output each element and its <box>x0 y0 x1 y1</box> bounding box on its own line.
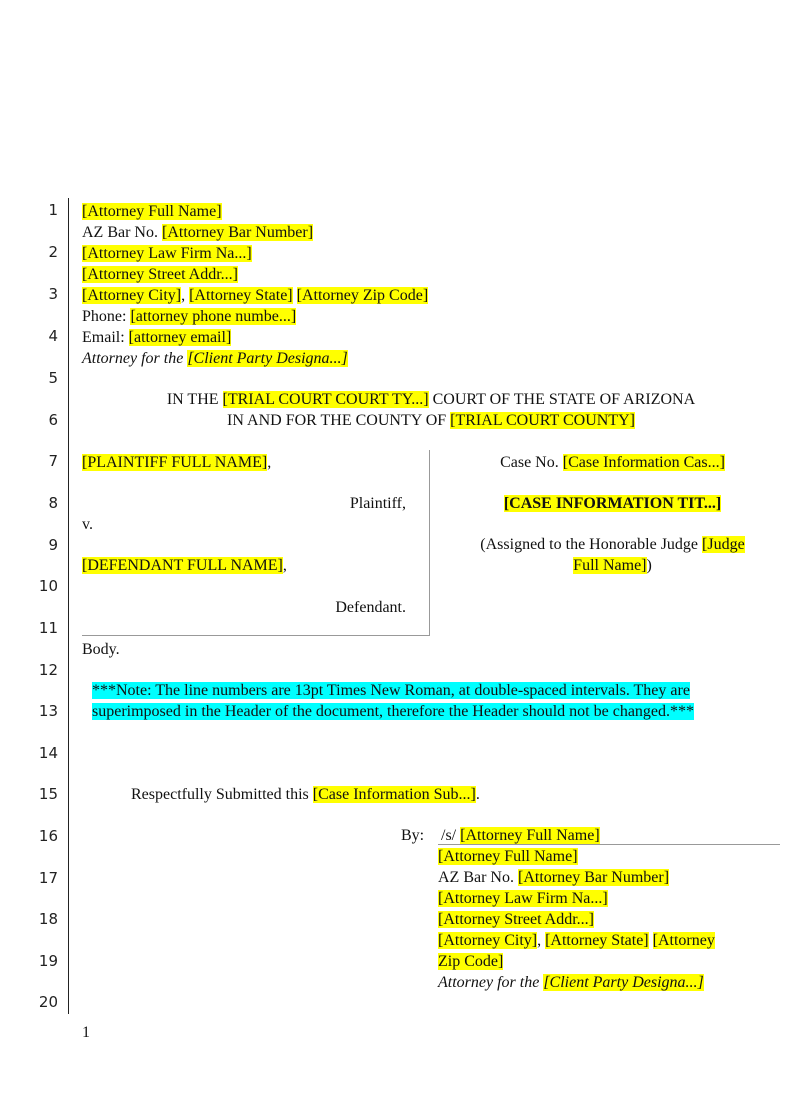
line-number: 4 <box>48 327 58 345</box>
plaintiff-name-field[interactable]: [PLAINTIFF FULL NAME] <box>82 454 268 471</box>
line-number: 18 <box>38 910 58 928</box>
email-prefix: Email: <box>82 329 129 346</box>
sig-firm-field[interactable]: [Attorney Law Firm Na...] <box>438 890 608 907</box>
attorney-street-field[interactable]: [Attorney Street Addr...] <box>82 266 238 283</box>
sig-attorney-name-field[interactable]: [Attorney Full Name] <box>438 848 578 865</box>
signature-rule <box>438 844 780 845</box>
attorney-phone-line <box>82 306 296 327</box>
case-title-field[interactable]: [CASE INFORMATION TIT...] <box>503 495 722 512</box>
sig-zip-line <box>438 951 503 972</box>
attorney-for-prefix: Attorney for the <box>82 350 188 367</box>
line-number: 10 <box>38 577 58 595</box>
comma: , <box>282 557 287 574</box>
attorney-city-line <box>82 285 428 306</box>
signature-name-field[interactable]: [Attorney Full Name] <box>460 827 600 844</box>
attorney-zip-field[interactable]: [Attorney Zip Code] <box>296 287 429 304</box>
attorney-for-line <box>82 348 348 369</box>
versus-label: v. <box>82 516 93 533</box>
court-line-1 <box>0 389 800 410</box>
line-number: 15 <box>38 785 58 803</box>
attorney-phone-field[interactable]: [attorney phone numbe...] <box>130 308 297 325</box>
sig-client-party-field[interactable]: [Client Party Designa...] <box>543 974 704 991</box>
line-number: 7 <box>48 452 58 470</box>
line-number: 2 <box>48 243 58 261</box>
assigned-suffix: ) <box>646 557 652 574</box>
line-number: 14 <box>38 744 58 762</box>
caption-bottom-rule <box>82 635 430 636</box>
assigned-prefix: (Assigned to the Honorable Judge <box>480 536 703 553</box>
line-number: 11 <box>38 619 58 637</box>
by-label: By: <box>401 827 425 844</box>
line-number: 6 <box>48 411 58 429</box>
line-number: 8 <box>48 494 58 512</box>
line-number: 1 <box>48 201 58 219</box>
bar-prefix: AZ Bar No. <box>82 224 162 241</box>
note-line-2 <box>92 701 694 722</box>
client-party-field[interactable]: [Client Party Designa...] <box>187 350 348 367</box>
signature-slash: /s/ <box>441 827 461 844</box>
submitted-prefix: Respectfully Submitted this <box>131 786 313 803</box>
plaintiff-label: Plaintiff, <box>349 495 406 512</box>
line-number: 13 <box>38 702 58 720</box>
note-text-1: ***Note: The line numbers are 13pt Times New Roman, at double-spaced intervals. They are <box>92 682 690 699</box>
bar-prefix: AZ Bar No. <box>438 869 518 886</box>
note-line-1 <box>92 680 690 701</box>
trial-court-county-field[interactable]: [TRIAL COURT COUNTY] <box>450 412 635 429</box>
comma: , <box>181 287 190 304</box>
attorney-firm-field[interactable]: [Attorney Law Firm Na...] <box>82 245 252 262</box>
sig-street-field[interactable]: [Attorney Street Addr...] <box>438 911 594 928</box>
court-line-1-c: COURT OF THE STATE OF ARIZONA <box>428 391 696 408</box>
attorney-city-field[interactable]: [Attorney City] <box>82 287 182 304</box>
judge-name-field-part2[interactable]: Full Name] <box>573 557 647 574</box>
line-number: 17 <box>38 869 58 887</box>
page-number: 1 <box>82 1024 90 1041</box>
court-line-2-a: IN AND FOR THE COUNTY OF <box>227 412 451 429</box>
comma: , <box>537 932 546 949</box>
attorney-state-field[interactable]: [Attorney State] <box>189 287 293 304</box>
sig-firm-line <box>438 888 608 909</box>
sig-attorney-name-line <box>438 846 578 867</box>
signature-line <box>441 825 600 846</box>
sig-attorney-for-line <box>438 972 704 993</box>
attorney-name-field[interactable]: [Attorney Full Name] <box>82 203 222 220</box>
defendant-line <box>82 555 287 576</box>
attorney-for-prefix: Attorney for the <box>438 974 544 991</box>
case-number-line <box>440 452 785 473</box>
body-label: Body. <box>82 641 120 658</box>
note-text-2: superimposed in the Header of the document, therefore the Header should not be changed.*** <box>92 703 695 720</box>
submitted-date-field[interactable]: [Case Information Sub...] <box>312 786 476 803</box>
case-prefix: Case No. <box>500 454 563 471</box>
court-line-2 <box>0 410 800 431</box>
plaintiff-line <box>82 452 271 473</box>
line-number: 12 <box>38 661 58 679</box>
line-number-rule <box>68 198 69 1014</box>
judge-name-field-part1[interactable]: [Judge <box>702 536 745 553</box>
phone-prefix: Phone: <box>82 308 131 325</box>
sig-zip-field-part1[interactable]: [Attorney <box>652 932 715 949</box>
comma: , <box>267 454 272 471</box>
defendant-name-field[interactable]: [DEFENDANT FULL NAME] <box>82 557 283 574</box>
line-number: 9 <box>48 536 58 554</box>
attorney-bar-field[interactable]: [Attorney Bar Number] <box>161 224 314 241</box>
sig-street-line <box>438 909 594 930</box>
attorney-firm-line <box>82 243 252 264</box>
sig-city-line <box>438 930 715 951</box>
case-number-field[interactable]: [Case Information Cas...] <box>562 454 725 471</box>
defendant-label: Defendant. <box>335 599 406 616</box>
line-number: 5 <box>48 369 58 387</box>
sig-bar-field[interactable]: [Attorney Bar Number] <box>517 869 670 886</box>
sig-city-field[interactable]: [Attorney City] <box>438 932 538 949</box>
assigned-judge-line-2 <box>440 555 785 576</box>
court-line-1-a: IN THE <box>166 391 223 408</box>
attorney-bar-line <box>82 222 313 243</box>
attorney-name-line <box>82 201 222 222</box>
sig-bar-line <box>438 867 669 888</box>
trial-court-type-field[interactable]: [TRIAL COURT COURT TY...] <box>222 391 429 408</box>
line-number: 3 <box>48 285 58 303</box>
submitted-suffix: . <box>475 786 480 803</box>
attorney-email-field[interactable]: [attorney email] <box>128 329 232 346</box>
line-number: 20 <box>38 993 58 1011</box>
attorney-email-line <box>82 327 231 348</box>
attorney-street-line <box>82 264 238 285</box>
sig-zip-field-part2[interactable]: Zip Code] <box>438 953 504 970</box>
caption-vertical-rule <box>429 450 430 636</box>
sig-state-field[interactable]: [Attorney State] <box>545 932 649 949</box>
line-number: 19 <box>38 952 58 970</box>
assigned-judge-line-1 <box>440 534 785 555</box>
case-title-line <box>440 493 785 514</box>
line-number: 16 <box>38 827 58 845</box>
submitted-line <box>131 784 480 805</box>
